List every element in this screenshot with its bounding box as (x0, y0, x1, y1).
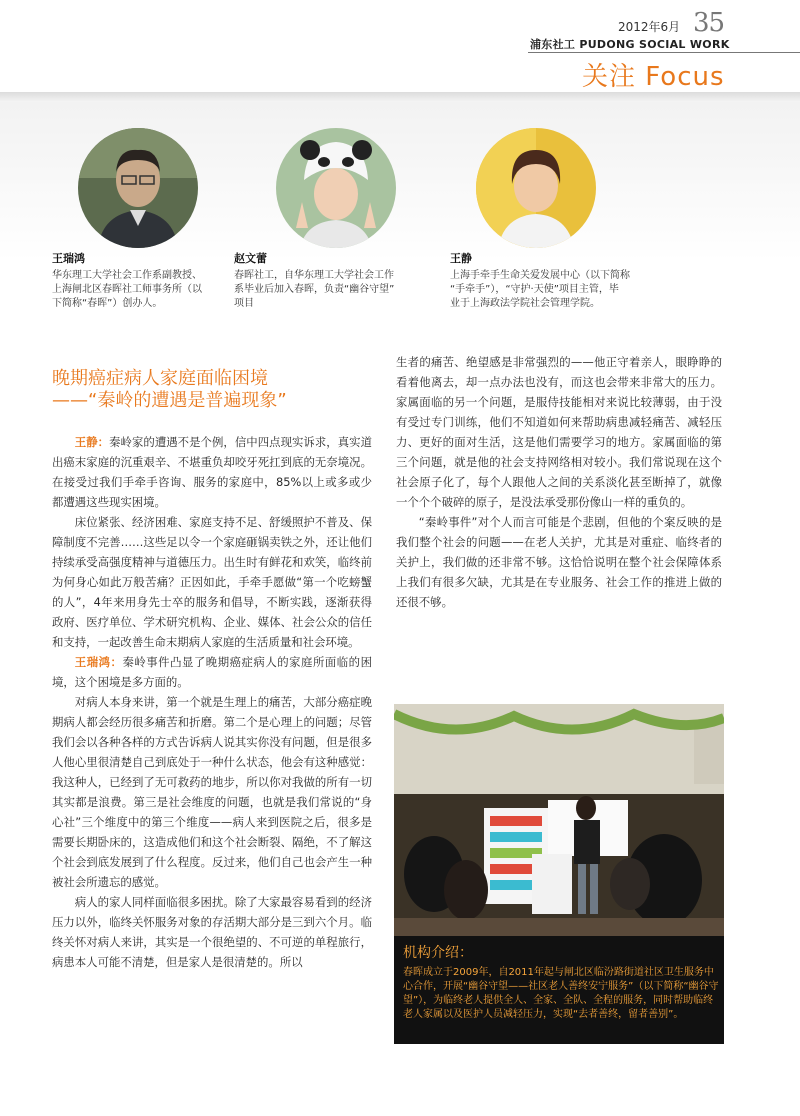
magazine-title: 浦东社工 PUDONG SOCIAL WORK (530, 38, 730, 51)
portrait-wang-ruihong (78, 128, 198, 248)
article-right-column (396, 352, 722, 612)
paragraph-text: 对病人本身来讲，第一个就是生理上的痛苦，大部分癌症晚期病人都会经历很多痛苦和折磨。第二个是心理上的问题；尽管我们会以各种各样的方式告诉病人说其实你没有问题，但是很多人他心里很清楚自己到底处于一种什么状态，他会有这种感觉：我这种人，已经到了无可救药的地步，所以你对我做的所有一切其实都是浪费。第三是社会维度的问题，也就是我们常说的“身心社”三个维度中的第三个维度——病人来到医院之后，很多是需要长期卧床的，这造成他们和这个社会断裂、隔绝，不了解这个社会到底发展到了什么程度。反过来，他们自己也会产生一种被社会所遗忘的感觉。 (52, 695, 372, 889)
person-name: 赵文蕾 (234, 252, 267, 265)
article-paragraph (396, 352, 722, 512)
article-paragraph (52, 652, 372, 692)
headline-line: 晚期癌症病人家庭面临困境 (52, 368, 268, 389)
person-name: 王静 (450, 252, 472, 265)
article-paragraph (52, 892, 372, 972)
header-rule (528, 52, 800, 53)
article-headline (52, 368, 372, 412)
section-title: 关注 Focus (582, 62, 725, 92)
person-desc-line: 业于上海政法学院社会管理学院。 (450, 298, 600, 309)
person-card (234, 250, 424, 311)
person-card (52, 250, 232, 311)
person-desc (450, 269, 660, 311)
person-desc-line: 春晖社工，自华东理工大学社会工作 (234, 270, 394, 281)
person-desc-line: 华东理工大学社会工作系副教授、 (52, 270, 202, 281)
person-desc-line: 项目 (234, 298, 254, 309)
paragraph-text: 床位紧张、经济困难、家庭支持不足、舒缓照护不普及、保障制度不完善……这些足以令一个家庭砸锅卖铁之外，还让他们持续承受高强度精神与道德压力。出生时有鲜花和欢笑，临终前为何身心如此万般苦痛？正因如此，手牵手愿做“第一个吃螃蟹的人”，4年来用身先士卒的服务和倡导，不断实践，逐渐获得政府、医疗单位、学术研究机构、企业、媒体、社会公众的信任和支持，一起改善生命末期病人家庭的生活质量和社会环境。 (52, 515, 372, 649)
person-desc-line: 上海手牵手生命关爱发展中心（以下简称 (450, 270, 630, 281)
person-card (450, 250, 660, 311)
portrait-wang-jing (476, 128, 596, 248)
paragraph-text: “秦岭事件”对个人而言可能是个悲剧，但他的个案反映的是我们整个社会的问题——在老人关护，尤其是对重症、临终者的关护上，我们做的还非常不够。这恰恰说明在整个社会保障体系上我们有很多欠缺，尤其是在专业服务、社会工作的推进上做的还很不够。 (396, 515, 722, 609)
article-paragraph (52, 432, 372, 512)
paragraph-text: 秦岭事件凸显了晚期癌症病人的家庭所面临的困境，这个困境是多方面的。 (52, 655, 372, 689)
article-paragraph (52, 692, 372, 892)
article-paragraph (52, 512, 372, 652)
article-paragraph (396, 512, 722, 612)
paragraph-text: 生者的痛苦、绝望感是非常强烈的——他正守着亲人，眼睁睁的看着他离去，却一点办法也没有，而这也会带来非常大的压力。家属面临的另一个问题，是服侍技能相对来说比较薄弱，由于没有受过专门训练，他们不知道如何来帮助病患减轻痛苦、减轻压力、更好的面对生活，这是他们需要学习的地方。家属面临的第三个问题，就是他的社会支持网络相对较小。我们常说现在这个社会原子化了，每个人跟他人之间的关系淡化甚至断掉了，就像一个个个破碎的原子，是没法承受那份像山一样的重负的。 (396, 355, 722, 509)
article-left-column (52, 432, 372, 972)
person-desc-line: 下简称“春晖”）创办人。 (52, 298, 163, 309)
person-name: 王瑞鸿 (52, 252, 85, 265)
paragraph-text: 病人的家人同样面临很多困扰。除了大家最容易看到的经济压力以外，临终关怀服务对象的存活期大部分是三到六个月。临终关怀对病人来讲，其实是一个很绝望的、不可逆的单程旅行，病患本人可能不清楚，但是家人是很清楚的。所以 (52, 895, 372, 969)
person-desc (234, 269, 424, 311)
headline-line: ——“秦岭的遭遇是普遍现象” (52, 390, 287, 411)
person-desc-line: 系毕业后加入春晖，负责“幽谷守望” (234, 284, 395, 295)
paragraph-text: 秦岭家的遭遇不是个例，信中四点现实诉求，真实道出癌末家庭的沉重艰辛、不堪重负却咬牙死扛到底的无奈境况。在接受过我们手牵手咨询、服务的家庭中，85%以上或多或少都遭遇这些现实困境。 (52, 435, 372, 509)
speaker-label: 王静： (74, 435, 110, 449)
portrait-zhao-wenlei (276, 128, 396, 248)
speaker-label: 王瑞鸿： (74, 655, 123, 669)
issue-date: 2012年6月 (618, 20, 681, 34)
activity-photo (394, 704, 724, 936)
person-desc-line: “手牵手”），“守护·天使”项目主管，毕 (450, 284, 619, 295)
caption-title: 机构介绍： (403, 945, 473, 961)
header-band (0, 92, 800, 102)
page-number: 35 (693, 8, 725, 38)
person-desc-line: 上海闸北区春晖社工师事务所（以 (52, 284, 202, 295)
caption-body: 春晖成立于2009年，自2011年起与闸北区临汾路街道社区卫生服务中心合作，开展“幽谷守望——社区老人善终安宁服务”（以下简称“幽谷守望”），为临终老人提供全人、全家、全队、全程的服务，同时帮助临终老人家属以及医护人员减轻压力，实现“去者善终，留者善别”。 (403, 967, 719, 1020)
person-desc (52, 269, 232, 311)
